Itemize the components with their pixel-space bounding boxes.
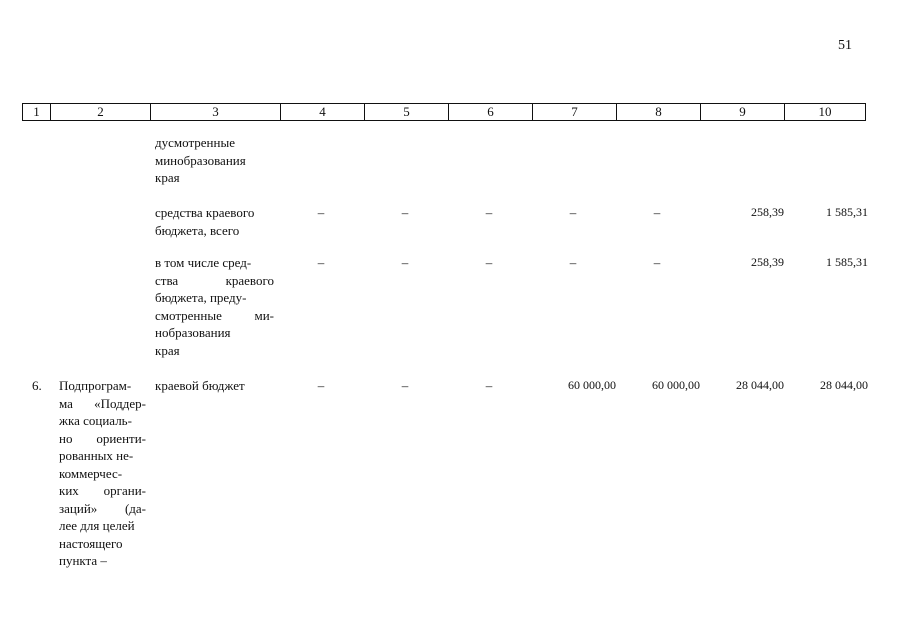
text-word: заций» — [59, 500, 98, 516]
header-col-10: 10 — [785, 104, 866, 121]
row-3-col8: 60 000,00 — [652, 378, 700, 392]
row-3-col3 — [155, 377, 274, 395]
row-3-col7: 60 000,00 — [568, 378, 616, 392]
header-col-3: 3 — [151, 104, 281, 121]
text-word: ма — [59, 395, 73, 411]
text-line: бюджета, преду- — [155, 290, 247, 305]
text-line: лее для целей — [59, 518, 135, 533]
text-word: (да- — [124, 500, 146, 516]
row-3-col2 — [59, 377, 146, 570]
row-3-col10: 28 044,00 — [820, 378, 868, 392]
header-col-7: 7 — [533, 104, 617, 121]
text-line: дусмотренные — [155, 135, 235, 150]
text-line — [155, 272, 274, 290]
row-1-col8: – — [653, 205, 661, 220]
text-line: коммерчес- — [59, 465, 123, 481]
text-line: жка социаль- — [59, 413, 132, 428]
header-col-8: 8 — [617, 104, 701, 121]
row-3-col4: – — [317, 378, 325, 393]
header-col-9: 9 — [701, 104, 785, 121]
row-2-col10: 1 585,31 — [826, 255, 868, 269]
text-line: рованных не- — [59, 448, 134, 463]
row-1-col5: – — [401, 205, 409, 220]
row-3-col9: 28 044,00 — [736, 378, 784, 392]
text-word: краевого — [225, 272, 274, 288]
text-line: краевой бюджет — [155, 378, 245, 393]
text-line — [59, 500, 146, 518]
row-3-col6: – — [485, 378, 493, 393]
row-1-col7: – — [569, 205, 577, 220]
row-2-col9: 258,39 — [751, 255, 784, 269]
text-word: ких — [59, 483, 79, 498]
text-line — [155, 307, 274, 325]
row-0-col3 — [155, 134, 274, 187]
page-number: 51 — [838, 38, 852, 53]
header-col-2: 2 — [51, 104, 151, 121]
row-2-col4: – — [317, 255, 325, 270]
header-col-4: 4 — [281, 104, 365, 121]
row-2-col5: – — [401, 255, 409, 270]
row-3-col5: – — [401, 378, 409, 393]
text-line: Подпрограм- — [59, 378, 132, 393]
text-word: ства — [155, 272, 179, 288]
row-1-col3 — [155, 204, 274, 239]
text-line: края — [155, 342, 180, 358]
text-line — [59, 482, 146, 500]
text-line: бюджета, всего — [155, 222, 240, 238]
table-header — [22, 103, 866, 121]
text-word: ориенти- — [96, 430, 146, 446]
row-2-col8: – — [653, 255, 661, 270]
text-line: минобразования — [155, 152, 246, 168]
row-1-col6: – — [485, 205, 493, 220]
text-word: но — [59, 430, 73, 446]
text-line: края — [155, 170, 180, 185]
row-1-col9: 258,39 — [751, 205, 784, 219]
row-2-col7: – — [569, 255, 577, 270]
text-line: в том числе сред- — [155, 255, 252, 270]
text-line: средства краевого — [155, 205, 255, 220]
text-word: ми- — [254, 307, 274, 323]
row-3-col1: 6. — [32, 378, 42, 393]
text-word: «Поддер- — [94, 395, 146, 411]
text-word: органи- — [103, 483, 146, 498]
header-col-5: 5 — [365, 104, 449, 121]
text-word: смотренные — [155, 307, 222, 323]
row-2-col6: – — [485, 255, 493, 270]
text-line: пункта – — [59, 553, 107, 568]
row-1-col4: – — [317, 205, 325, 220]
row-2-col3 — [155, 254, 274, 359]
text-line: нобразования — [155, 325, 231, 340]
text-line — [59, 430, 146, 448]
text-line: настоящего — [59, 535, 123, 551]
header-col-1: 1 — [23, 104, 51, 121]
row-1-col10: 1 585,31 — [826, 205, 868, 219]
text-line — [59, 395, 146, 413]
header-col-6: 6 — [449, 104, 533, 121]
